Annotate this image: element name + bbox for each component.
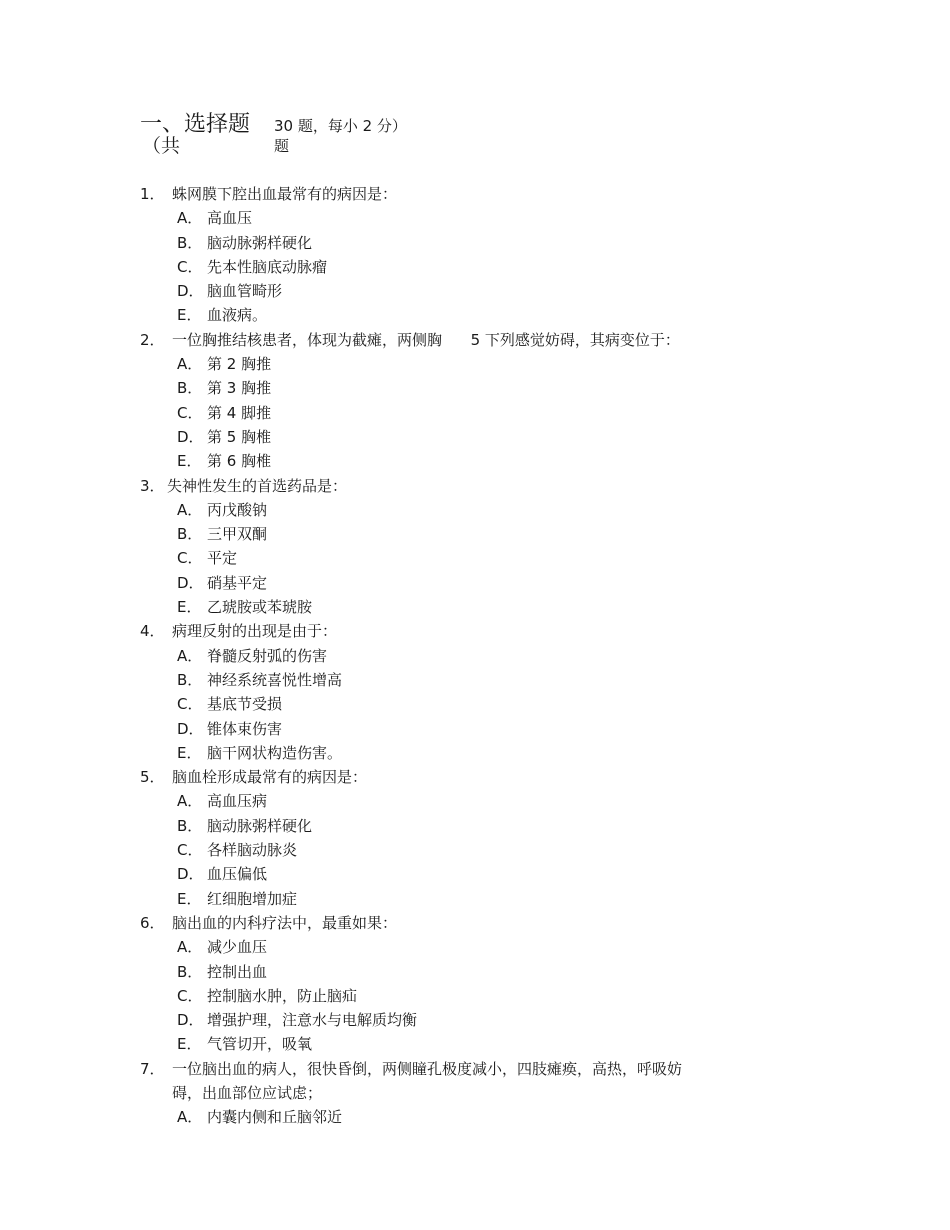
question-text: 病理反射的出现是由于： xyxy=(172,622,338,641)
question-text: 脑血栓形成最常有的病因是： xyxy=(172,768,368,787)
option-c xyxy=(140,255,800,279)
section-heading xyxy=(140,112,740,162)
option-a xyxy=(140,1105,800,1129)
option-text: 第 5 胸椎 xyxy=(207,427,272,446)
option-letter: C． xyxy=(177,549,203,568)
option-letter: A． xyxy=(177,355,203,374)
option-letter: E． xyxy=(177,1035,202,1054)
option-text: 锥体束伤害 xyxy=(207,719,283,738)
option-letter: D． xyxy=(177,427,204,446)
option-letter: B． xyxy=(177,962,203,981)
question-number: 1． xyxy=(140,185,165,203)
option-text: 高血压病 xyxy=(207,792,268,811)
option-list xyxy=(140,1105,800,1129)
option-text: 第 6 胸椎 xyxy=(207,452,272,471)
option-text: 血液病。 xyxy=(207,306,268,325)
option-letter: B． xyxy=(177,670,203,689)
option-letter: A． xyxy=(177,792,203,811)
option-d xyxy=(140,1008,800,1032)
option-e xyxy=(140,595,800,619)
option-letter: A． xyxy=(177,1108,203,1127)
option-text: 第 2 胸推 xyxy=(207,355,272,374)
option-text: 控制出血 xyxy=(207,962,268,981)
option-letter: C． xyxy=(177,257,203,276)
option-a xyxy=(140,644,800,668)
option-b xyxy=(140,231,800,255)
question-text: 脑出血的内科疗法中，最重如果： xyxy=(172,913,398,932)
question-3 xyxy=(140,474,800,620)
option-letter: E． xyxy=(177,452,202,471)
option-e xyxy=(140,887,800,911)
option-text: 脑动脉粥样硬化 xyxy=(207,233,313,252)
option-d xyxy=(140,425,800,449)
option-e xyxy=(140,741,800,765)
option-list xyxy=(140,206,800,327)
option-list xyxy=(140,644,800,765)
option-c xyxy=(140,546,800,570)
option-letter: B． xyxy=(177,233,203,252)
question-6 xyxy=(140,911,800,1057)
option-letter: E． xyxy=(177,889,202,908)
option-text: 增强护理，注意水与电解质均衡 xyxy=(207,1011,418,1030)
option-letter: C． xyxy=(177,695,203,714)
option-letter: B． xyxy=(177,816,203,835)
option-letter: D． xyxy=(177,865,204,884)
option-d xyxy=(140,279,800,303)
option-text: 第 3 胸推 xyxy=(207,379,272,398)
option-d xyxy=(140,571,800,595)
option-list xyxy=(140,935,800,1056)
option-text: 高血压 xyxy=(207,209,253,228)
question-number: 2． xyxy=(140,330,165,349)
option-text: 三甲双酮 xyxy=(207,525,268,544)
option-letter: A． xyxy=(177,646,203,665)
option-letter: D． xyxy=(177,719,204,738)
question-7 xyxy=(140,1057,800,1130)
option-b xyxy=(140,960,800,984)
question-5 xyxy=(140,765,800,911)
section-count-note: 30 题，每小 2 分） xyxy=(274,117,407,135)
option-letter: E． xyxy=(177,598,202,617)
option-letter: E． xyxy=(177,306,202,325)
option-letter: A． xyxy=(177,209,203,228)
section-title-continuation: （共 xyxy=(142,135,181,157)
option-b xyxy=(140,668,800,692)
option-c xyxy=(140,401,800,425)
question-text: 一位脑出血的病人，很快昏倒，两侧瞳孔极度减小，四肢瘫痪，高热，呼吸妨 碍，出血部位应试虑； xyxy=(172,1059,683,1102)
option-c xyxy=(140,692,800,716)
option-a xyxy=(140,935,800,959)
option-letter: A． xyxy=(177,938,203,957)
option-text: 丙戊酸钠 xyxy=(207,500,268,519)
option-e xyxy=(140,449,800,473)
section-title: 一、选择题 xyxy=(140,112,251,137)
option-text: 各样脑动脉炎 xyxy=(207,841,298,860)
option-list xyxy=(140,498,800,619)
option-letter: D． xyxy=(177,282,204,301)
question-number: 3． xyxy=(140,476,165,495)
option-text: 第 4 脚推 xyxy=(207,403,272,422)
option-d xyxy=(140,862,800,886)
question-text: 失神性发生的首选药品是： xyxy=(167,476,348,495)
option-list xyxy=(140,352,800,473)
option-b xyxy=(140,814,800,838)
option-b xyxy=(140,376,800,400)
section-count-note-continuation: 题 xyxy=(274,137,290,155)
option-c xyxy=(140,984,800,1008)
option-text: 神经系统喜悦性增高 xyxy=(207,670,343,689)
question-text: 一位胸推结核患者，体现为截瘫，两侧胸 5 下列感觉妨碍，其病变位于： xyxy=(172,330,680,349)
option-b xyxy=(140,522,800,546)
option-d xyxy=(140,717,800,741)
question-2 xyxy=(140,328,800,474)
question-number: 6． xyxy=(140,913,165,932)
option-letter: B． xyxy=(177,379,203,398)
option-text: 脑动脉粥样硬化 xyxy=(207,816,313,835)
option-text: 气管切开，吸氧 xyxy=(207,1035,313,1054)
question-number: 7． xyxy=(140,1059,165,1078)
option-letter: C． xyxy=(177,841,203,860)
option-text: 硝基平定 xyxy=(207,573,268,592)
option-text: 乙琥胺或苯琥胺 xyxy=(207,598,313,617)
option-text: 脑干网状构造伤害。 xyxy=(207,743,343,762)
option-a xyxy=(140,789,800,813)
question-list xyxy=(140,182,800,1130)
option-text: 控制脑水肿，防止脑疝 xyxy=(207,986,358,1005)
option-e xyxy=(140,1032,800,1056)
option-e xyxy=(140,303,800,327)
question-text: 蛛网膜下腔出血最常有的病因是： xyxy=(172,185,398,203)
option-letter: C． xyxy=(177,986,203,1005)
question-number: 5． xyxy=(140,768,165,787)
option-c xyxy=(140,838,800,862)
question-number: 4． xyxy=(140,622,165,641)
option-letter: D． xyxy=(177,573,204,592)
option-text: 基底节受损 xyxy=(207,695,283,714)
option-a xyxy=(140,498,800,522)
option-a xyxy=(140,352,800,376)
option-text: 脊髓反射弧的伤害 xyxy=(207,646,328,665)
option-letter: D． xyxy=(177,1011,204,1030)
option-text: 红细胞增加症 xyxy=(207,889,298,908)
option-letter: B． xyxy=(177,525,203,544)
option-text: 内囊内侧和丘脑邻近 xyxy=(207,1108,343,1127)
option-letter: C． xyxy=(177,403,203,422)
option-a xyxy=(140,206,800,230)
question-1 xyxy=(140,182,800,328)
question-4 xyxy=(140,619,800,765)
option-text: 血压偏低 xyxy=(207,865,268,884)
option-letter: A． xyxy=(177,500,203,519)
option-text: 脑血管畸形 xyxy=(207,282,283,301)
option-letter: E． xyxy=(177,743,202,762)
option-list xyxy=(140,789,800,910)
option-text: 减少血压 xyxy=(207,938,268,957)
option-text: 平定 xyxy=(207,549,238,568)
option-text: 先本性脑底动脉瘤 xyxy=(207,257,328,276)
